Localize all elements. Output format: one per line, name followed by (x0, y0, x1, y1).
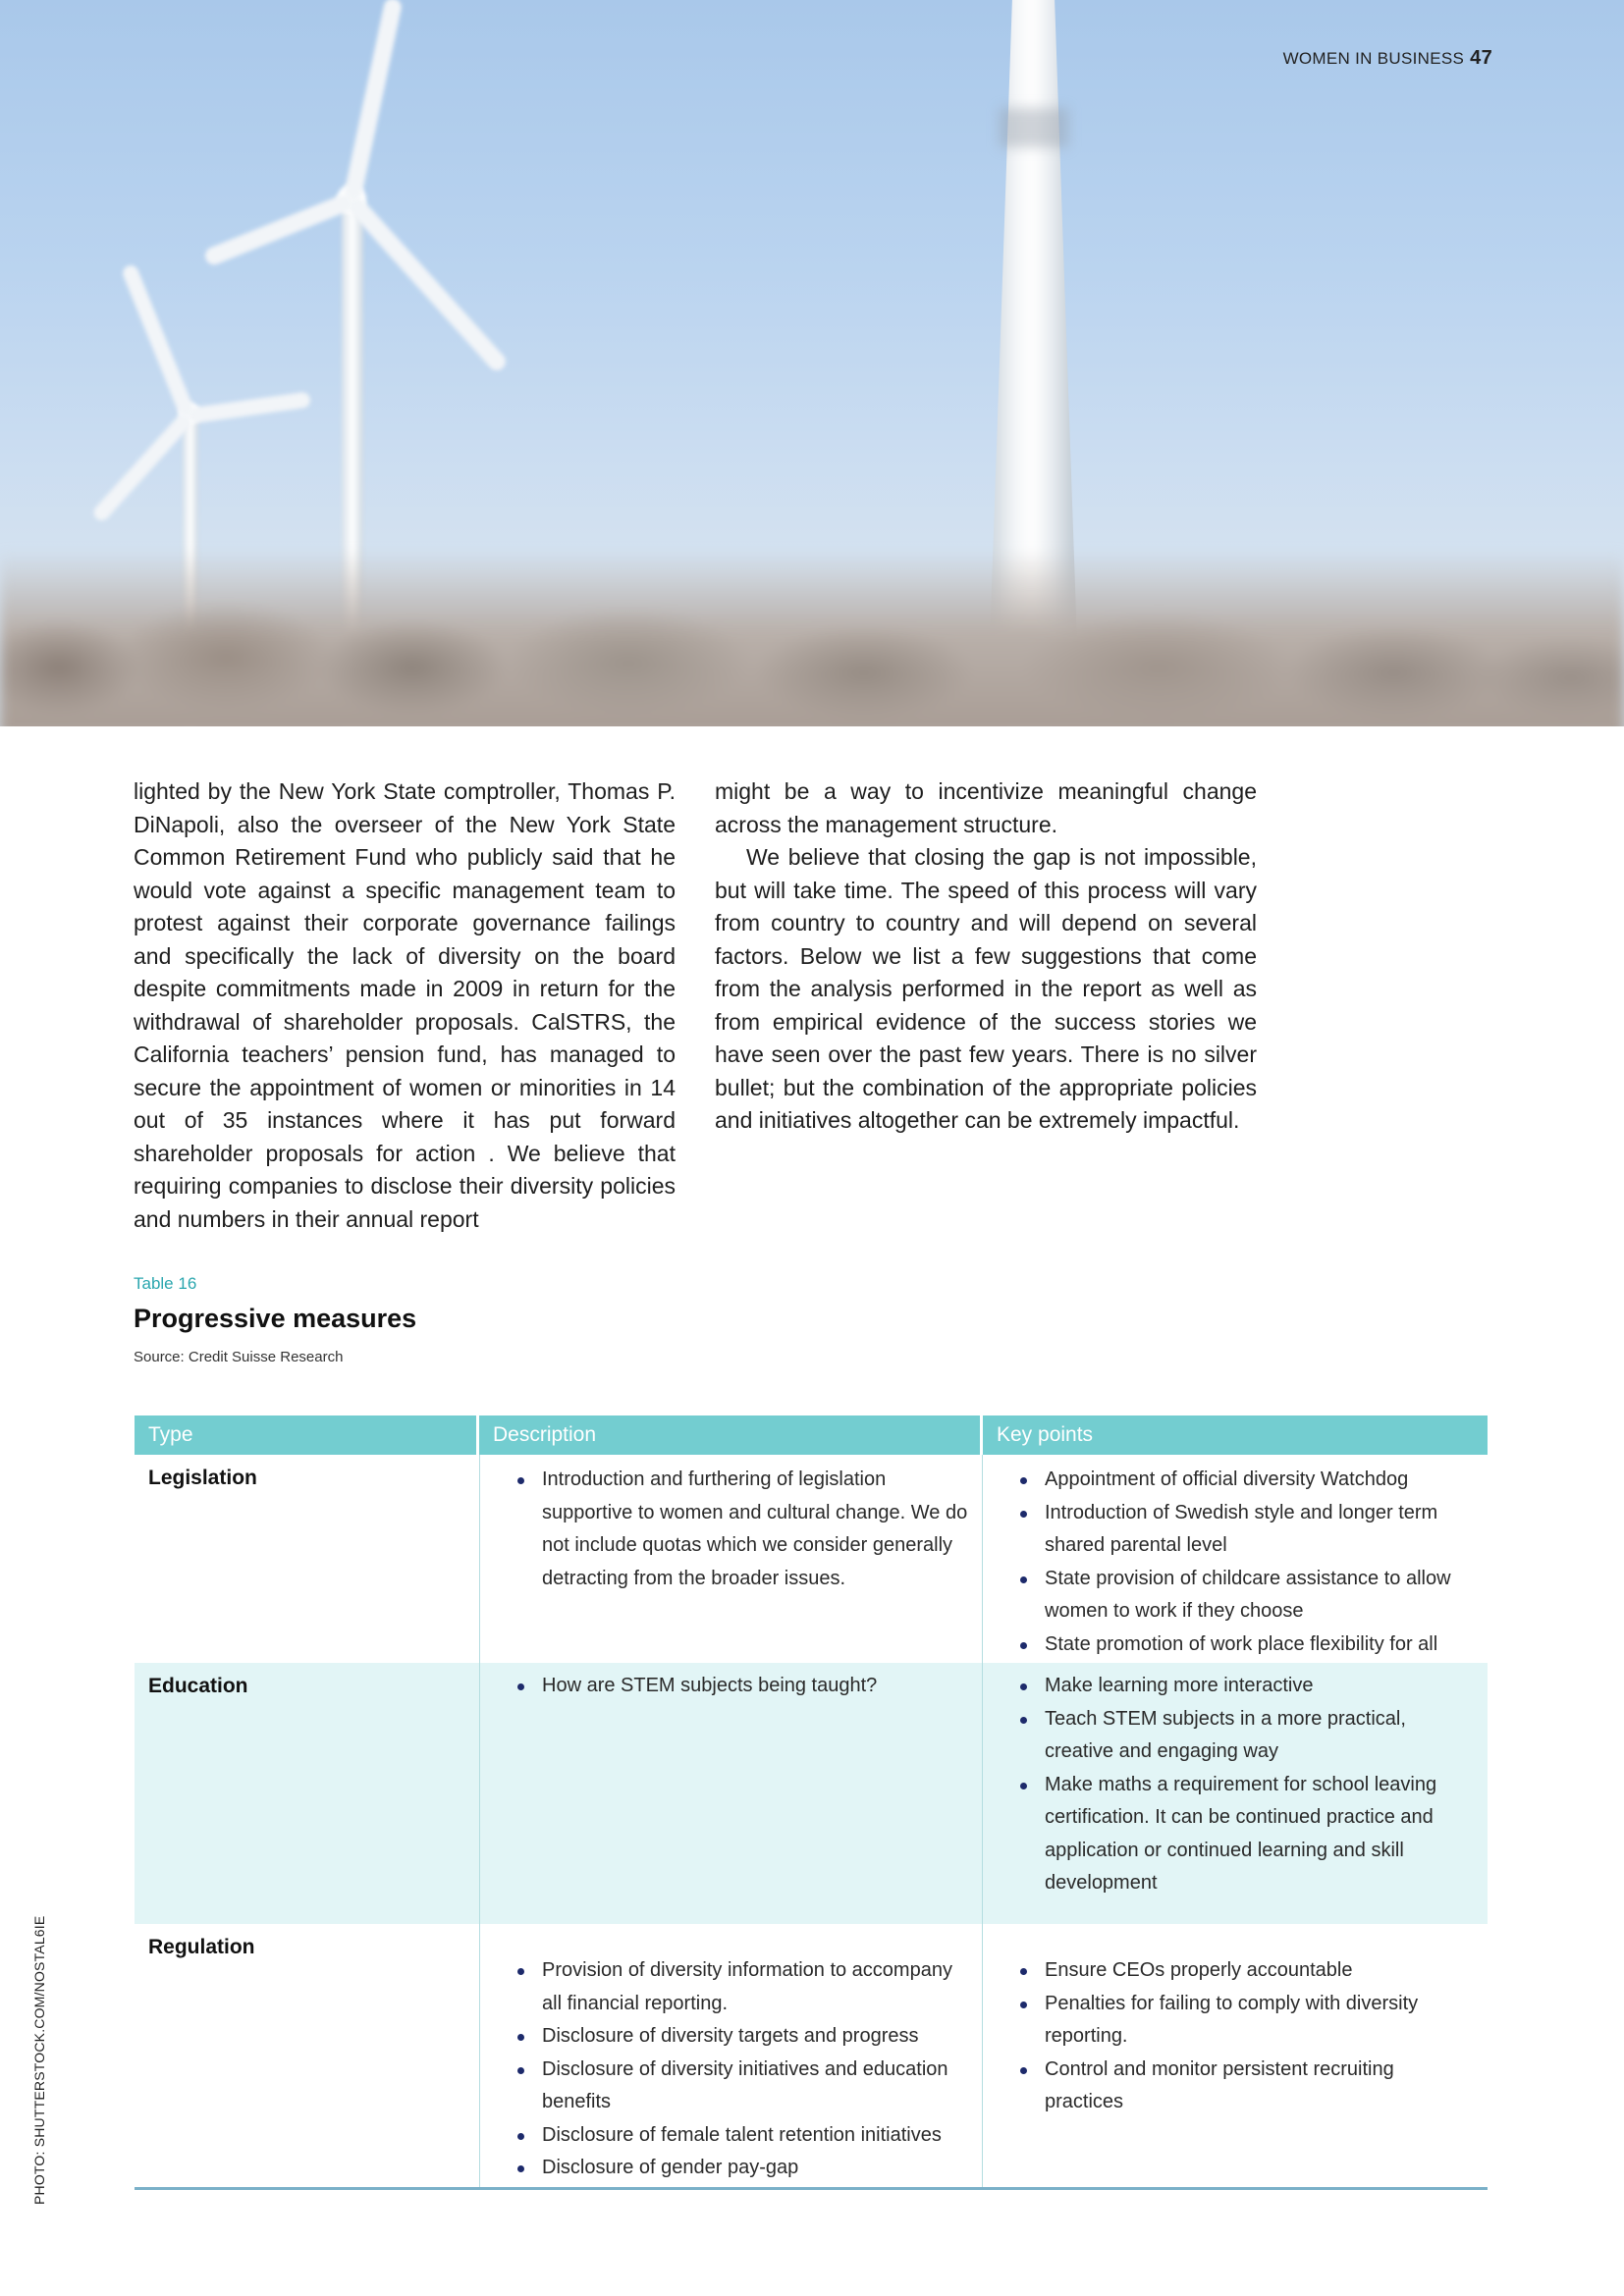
key-point-item: Teach STEM subjects in a more practical, creative and engaging way (1018, 1703, 1474, 1769)
description-cell (479, 1455, 983, 1663)
row-type-cell: Education (148, 1675, 248, 1697)
wind-turbine-blade (90, 411, 194, 524)
description-item: Introduction and furthering of legislation supportive to women and cultural change. We do not include quotas which we consider generally detracting from the broader issues. (515, 1464, 968, 1595)
description-item: Provision of diversity information to accompany all financial reporting. (515, 1954, 968, 2020)
description-cell (479, 1663, 983, 1924)
key-points-cell (983, 1924, 1488, 2187)
treeline (0, 550, 1624, 726)
key-points-cell (983, 1455, 1488, 1663)
body-paragraph: We believe that closing the gap is not impossible, but will take time. The speed of this process will vary from country to country and will depend on several factors. Below we list a few suggestions that come from the analysis performed in the report as well as from empirical evidence of the success stories we have seen over the past few years. There is no silver bullet; but the combination of the appropriate policies and initiatives altogether can be extremely impactful. (715, 844, 1257, 1133)
description-cell (479, 1924, 983, 2187)
photo-credit: PHOTO: SHUTTERSTOCK.COM/NOSTAL6IE (31, 1915, 47, 2205)
key-point-item: Introduction of Swedish style and longer term shared parental level (1018, 1497, 1474, 1563)
hero-photo (0, 0, 1624, 726)
column-header-key-points: Key points (983, 1415, 1488, 1455)
row-type-cell: Regulation (148, 1936, 255, 1958)
key-point-item: State promotion of work place flexibility for all (1018, 1629, 1474, 1662)
description-item: How are STEM subjects being taught? (515, 1670, 968, 1703)
description-item: Disclosure of female talent retention initiatives (515, 2119, 968, 2153)
table-row-legislation (135, 1455, 1488, 1663)
table-source: Source: Credit Suisse Research (134, 1349, 344, 1365)
table-label: Table 16 (134, 1274, 197, 1293)
page-number: 47 (1470, 47, 1492, 69)
section-title: WOMEN IN BUSINESS (1282, 49, 1465, 68)
wind-turbine-blade (202, 192, 354, 268)
wind-turbine-blade (121, 263, 196, 419)
table-title: Progressive measures (134, 1304, 417, 1333)
key-point-item: Ensure CEOs properly accountable (1018, 1954, 1474, 1988)
column-header-description: Description (479, 1415, 980, 1455)
body-paragraph: lighted by the New York State comptroller, Thomas P. DiNapoli, also the overseer of the New York State Common Retirement Fund who publicly said that he would vote against a specific management team to protest against their corporate governance failings and specifically the lack of diversity on the board despite commitments made in 2009 in return for the withdrawal of shareholder proposals. CalSTRS, the California teachers’ pension fund, has managed to secure the appointment of women or minorities in 14 out of 35 instances where it has put forward shareholder proposals for action . We believe that requiring companies to disclose their diversity policies and numbers in their annual report (134, 778, 676, 1232)
description-item: Disclosure of gender pay-gap (515, 2152, 968, 2185)
key-point-item: State provision of childcare assistance to allow women to work if they choose (1018, 1563, 1474, 1629)
wind-turbine-blade (343, 0, 403, 202)
tower-band (1000, 108, 1068, 147)
body-column-right (715, 775, 1257, 1138)
column-header-type: Type (135, 1415, 476, 1455)
table-row-education (135, 1663, 1488, 1924)
description-item: Disclosure of diversity initiatives and education benefits (515, 2054, 968, 2119)
table-row-regulation (135, 1924, 1488, 2187)
key-point-item: Appointment of official diversity Watchdog (1018, 1464, 1474, 1497)
key-point-item: Make maths a requirement for school leaving certification. It can be continued practice and application or continued learning and skill development (1018, 1769, 1474, 1900)
body-column-left (134, 775, 676, 1236)
body-paragraph: might be a way to incentivize meaningful change across the management structure. (715, 778, 1257, 837)
key-point-item: Penalties for failing to comply with diversity reporting. (1018, 1988, 1474, 2054)
wind-turbine-blade (345, 194, 509, 374)
table-header-row (135, 1415, 1488, 1455)
running-header (1283, 47, 1492, 70)
wind-turbine-blade (188, 392, 311, 424)
key-points-cell (983, 1663, 1488, 1924)
key-point-item: Control and monitor persistent recruiting practices (1018, 2054, 1474, 2119)
description-item: Disclosure of diversity targets and progress (515, 2020, 968, 2054)
key-point-item: Make learning more interactive (1018, 1670, 1474, 1703)
progressive-measures-table (135, 1415, 1488, 2190)
row-type-cell: Legislation (148, 1467, 257, 1489)
